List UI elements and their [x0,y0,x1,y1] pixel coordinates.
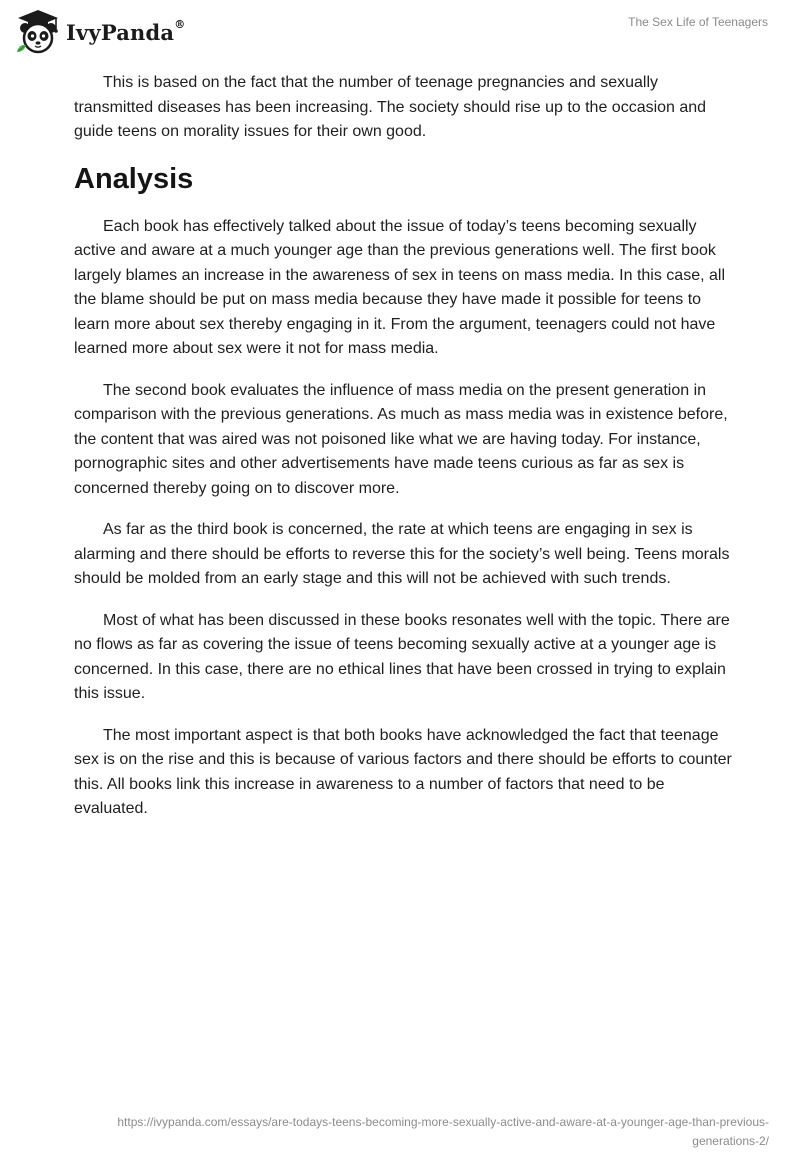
source-url-line: generations-2/ [692,1134,769,1148]
body-paragraph: Most of what has been discussed in these books resonates well with the topic. There are no flows as far as covering the issue of teens becoming sexually active at a younger age is concerned. In this case, there are no ethical lines that have been crossed in trying to explain this issue. [74,611,730,702]
body-paragraph: The second book evaluates the influence of mass media on the present generation in comparison with the previous generations. As much as mass media was in existence before, the content that was aired was not poisoned like what we are having today. For instance, pornographic sites and other advertisements have made teens curious as far as sex is concerned thereby going on to discover more. [74,381,728,497]
body-paragraph: As far as the third book is concerned, the rate at which teens are engaging in sex is alarming and there should be efforts to reverse this for the society’s well being. Teens morals should be molded from an early stage and this will not be achieved with such trends. [74,521,730,587]
ivypanda-logo[interactable] [14,8,185,56]
registered-mark: ® [174,17,186,31]
body-paragraph: Each book has effectively talked about the issue of today’s teens becoming sexually active and aware at a much younger age than the previous generations well. The first book largely blames an increase in the awareness of sex in teens on mass media. In this case, all the blame should be put on mass media because they have made it possible for teens to learn more about sex thereby engaging in it. From the argument, teenagers could not have learned more about sex were it not for mass media. [74,217,725,357]
brand-name: IvyPanda® [66,17,186,45]
section-heading-analysis: Analysis [74,162,194,195]
source-url-line: https://ivypanda.com/essays/are-todays-teens-becoming-more-sexually-active-and-aware-at-a-younger-age-than-previous- [117,1115,769,1129]
body-paragraph: The most important aspect is that both books have acknowledged the fact that teenage sex is on the rise and this is because of various factors and there should be efforts to counter this. All books link this increase in awareness to a number of factors that need to be evaluated. [74,726,732,817]
running-title: The Sex Life of Teenagers [628,15,768,29]
source-url-footer[interactable] [69,1113,769,1151]
intro-paragraph: This is based on the fact that the number of teenage pregnancies and sexually transmitted diseases has been increasing. The society should rise up to the occasion and guide teens on morality issues for their own good. [74,74,707,140]
page-header [0,0,800,60]
essay-content [74,71,734,839]
panda-graduate-icon [14,8,62,56]
